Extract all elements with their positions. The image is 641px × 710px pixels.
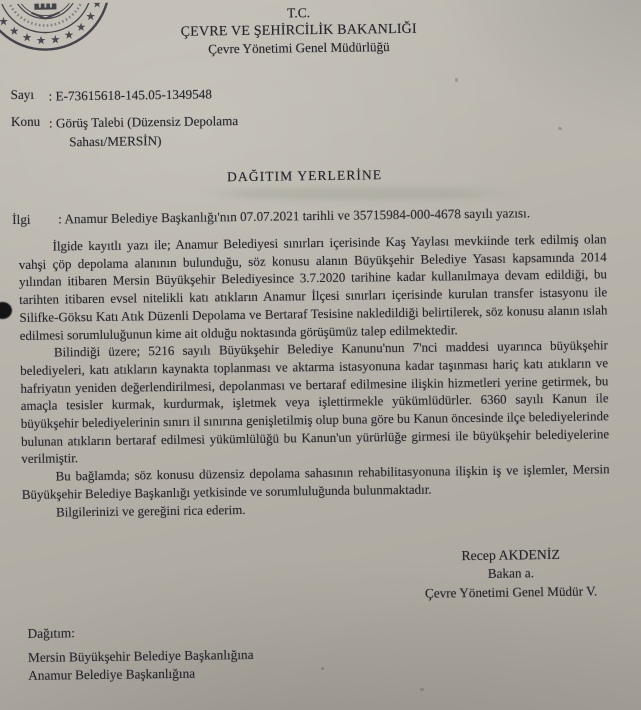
signature-block [383, 545, 640, 604]
konu-value [49, 111, 239, 152]
konu-value-line1: : Görüş Talebi (Düzensiz Depolama [48, 112, 239, 131]
letter-body [18, 230, 610, 521]
konu-label: Konu [10, 113, 41, 129]
sayi-label: Sayı [10, 86, 35, 103]
body-paragraph-2: Bilindiği üzere; 5216 sayılı Büyükşehir Belediye Kanunu'nun 7'nci maddesi uyarınca büyükşehir belediyeleri, katı atıkların kaynakta toplanması ve aktarma istasyonuna kadar taşınması hariç katı atıkların ve hafriyatın yeniden değerlendirilmesi, depolanması ve bertaraf edilmesine ilişkin hizmetleri yerine getirmek, bu amaçla tesisler kurmak, kurdurmak, işletmek veya işlettirmekle yükümlüdürler. 6360 sayılı Kanun ile büyükşehir belediyelerinin sınırı il sınırına genişletilmiş olup buna göre bu Kanun öncesinde ilçe belediyelerinde bulunan atıkların bertaraf edilmesi yükümlülüğü bu Kanun'un yürürlüğe girmesi ile büyükşehir belediyelerine verilmiştir. [20, 337, 610, 467]
photo-speck [321, 667, 324, 670]
addressee-heading: DAĞITIM YERLERİNE [227, 167, 383, 185]
closing-line: Bilgilerinizi ve gereğini rica ederim. [55, 501, 246, 520]
signatory-title: Bakan a. [487, 565, 535, 582]
distribution-label: Dağıtım: [27, 625, 75, 641]
signatory-name: Recep AKDENİZ [461, 546, 560, 564]
letterhead-directorate: Çevre Yönetimi Genel Müdürlüğü [208, 39, 390, 57]
distribution-items [28, 646, 254, 685]
konu-row [11, 111, 239, 153]
reference-row [12, 205, 530, 228]
photo-speck [420, 688, 424, 691]
body-paragraph-1: İlgide kayıtlı yazı ile; Anamur Belediyesi sınırları içerisinde Kaş Yaylası mevkiinde terk edilmiş olan vahşi çöp depolama alanının bulunduğu, söz konusu alanın Büyükşehir Belediye Yasası kapsamında 2014 yılından itibaren Mersin Büyükşehir Belediyesince 3.7.2020 tarihine kadar kullanılmaya devam edildiği, bu tarihten itibaren evsel nitelikli katı atıkların Anamur İlçesi sınırları içerisinde kurulan transfer istasyonu ile Silifke-Göksu Katı Atık Düzenli Depolama ve Bertaraf Tesisine nakledildiği belirtilerek, söz konusu alanın ıslah edilmesi sorumluluğunun kime ait olduğu noktasında görüşümüz talep edilmektedir. [18, 231, 608, 343]
sayi-row [10, 84, 238, 106]
letterhead-ministry: ÇEVRE VE ŞEHİRCİLİK BAKANLIĞI [180, 21, 417, 40]
ink-bleed-smudge [195, 187, 525, 200]
letterhead [0, 0, 602, 60]
signatory-role: Çevre Yönetimi Genel Müdür V. [424, 583, 598, 601]
distribution-item: Mersin Büyükşehir Belediye Başkanlığına [27, 646, 254, 665]
reference-label: İlgi [12, 211, 31, 228]
body-paragraph-3: Bu bağlamda; söz konusu düzensiz depolama sahasının rehabilitasyonuna ilişkin iş ve işlemler, Mersin Büyükşehir Belediye Başkanlığı yetkisinde ve sorumluluğunda bulunmaktadır. [21, 461, 610, 502]
meta-block [10, 84, 238, 152]
distribution-block [28, 623, 254, 685]
letterhead-republic: T.C. [286, 5, 311, 21]
photo-speck [455, 78, 458, 82]
reference-value: : Anamur Belediye Başkanlığı'nın 07.07.2021 tarihli ve 35715984-000-4678 sayılı yazısı. [58, 205, 531, 227]
konu-value-line2: Sahası/MERSİN) [69, 133, 162, 150]
distribution-item: Anamur Belediye Başkanlığına [28, 665, 196, 683]
sayi-value: : E-73615618-145.05-1349548 [48, 86, 213, 104]
